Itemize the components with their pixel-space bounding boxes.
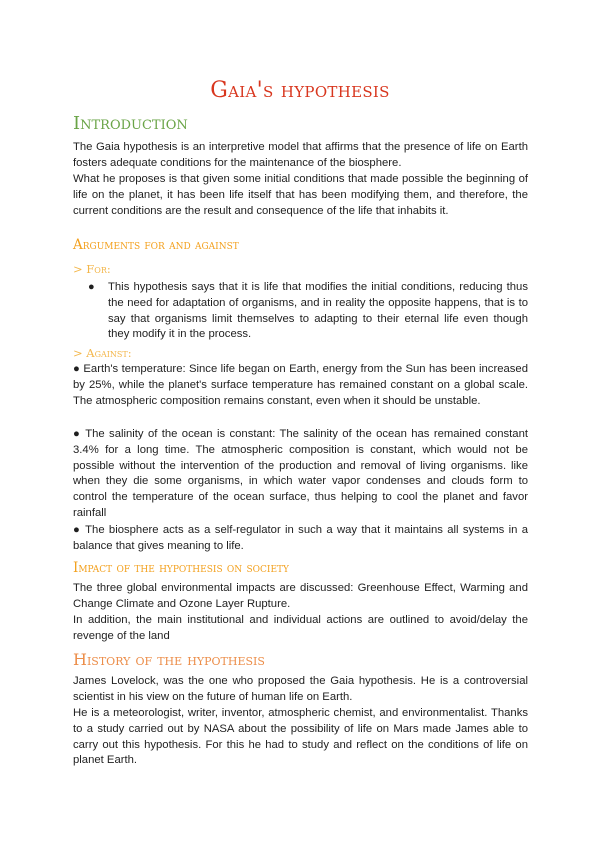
impact-paragraph-1: The three global environmental impacts are discussed: Greenhouse Effect, Warming and Change Climate and Ozone Layer Rupture. — [73, 582, 528, 610]
history-paragraph-1: James Lovelock, was the one who proposed the Gaia hypothesis. He is a controversial scientist in his view on the future of human life on Earth. — [73, 675, 528, 703]
document-title: Gaia's hypothesis — [210, 78, 390, 103]
for-bullet-text: This hypothesis says that it is life that modifies the initial conditions, reducing thus the need for adaptation of organisms, and in reality the opposite happens, that is to say that organisms limit themselves to adapting to their eternal life even though they modify it in the process. — [108, 281, 528, 341]
intro-paragraph-1: The Gaia hypothesis is an interpretive model that affirms that the presence of life on Earth fosters adequate conditions for the maintenance of the biosphere. — [73, 141, 528, 169]
intro-paragraph-2: What he proposes is that given some initial conditions that made possible the beginning of life on the planet, it has been life itself that has been modifying them, and therefore, the current conditions are the result and consequence of the life that inhabits it. — [73, 173, 528, 217]
arguments-heading: Arguments for and against — [73, 237, 239, 253]
for-label: > For: — [73, 262, 111, 276]
against-item-1: ● Earth's temperature: Since life began on Earth, energy from the Sun has been increased by 25%, while the planet's surface temperature has remained constant on a global scale. The atmospheric composition remains constant, even when it should be unstable. — [73, 363, 528, 407]
introduction-heading: Introduction — [73, 113, 188, 134]
history-heading: History of the hypothesis — [73, 650, 265, 669]
impact-heading: Impact of the hypothesis on society — [73, 560, 289, 576]
bullet-icon: ● — [88, 281, 95, 293]
against-item-2: ● The salinity of the ocean is constant: The salinity of the ocean has remained constant 3.4% for a long time. The atmospheric composition is constant, which would not be possible without the intervention of the production and removal of living organisms. like when they die some organisms, in which water vapor condenses and clouds form to control the temperature of the ocean surface, thus helping to cool the planet and favor rainfall — [73, 428, 528, 519]
impact-paragraph-2: In addition, the main institutional and individual actions are outlined to avoid/delay the revenge of the land — [73, 614, 528, 642]
against-item-3: ● The biosphere acts as a self-regulator in such a way that it maintains all systems in a balance that gives meaning to life. — [73, 524, 528, 552]
history-paragraph-2: He is a meteorologist, writer, inventor, atmospheric chemist, and environmentalist. Thanks to a study carried out by NASA about the possibility of life on Mars made James able to carry out this hypothesis. For this he had to study and reflect on the conditions of life on planet Earth. — [73, 707, 528, 767]
against-label: > Against: — [73, 346, 132, 360]
